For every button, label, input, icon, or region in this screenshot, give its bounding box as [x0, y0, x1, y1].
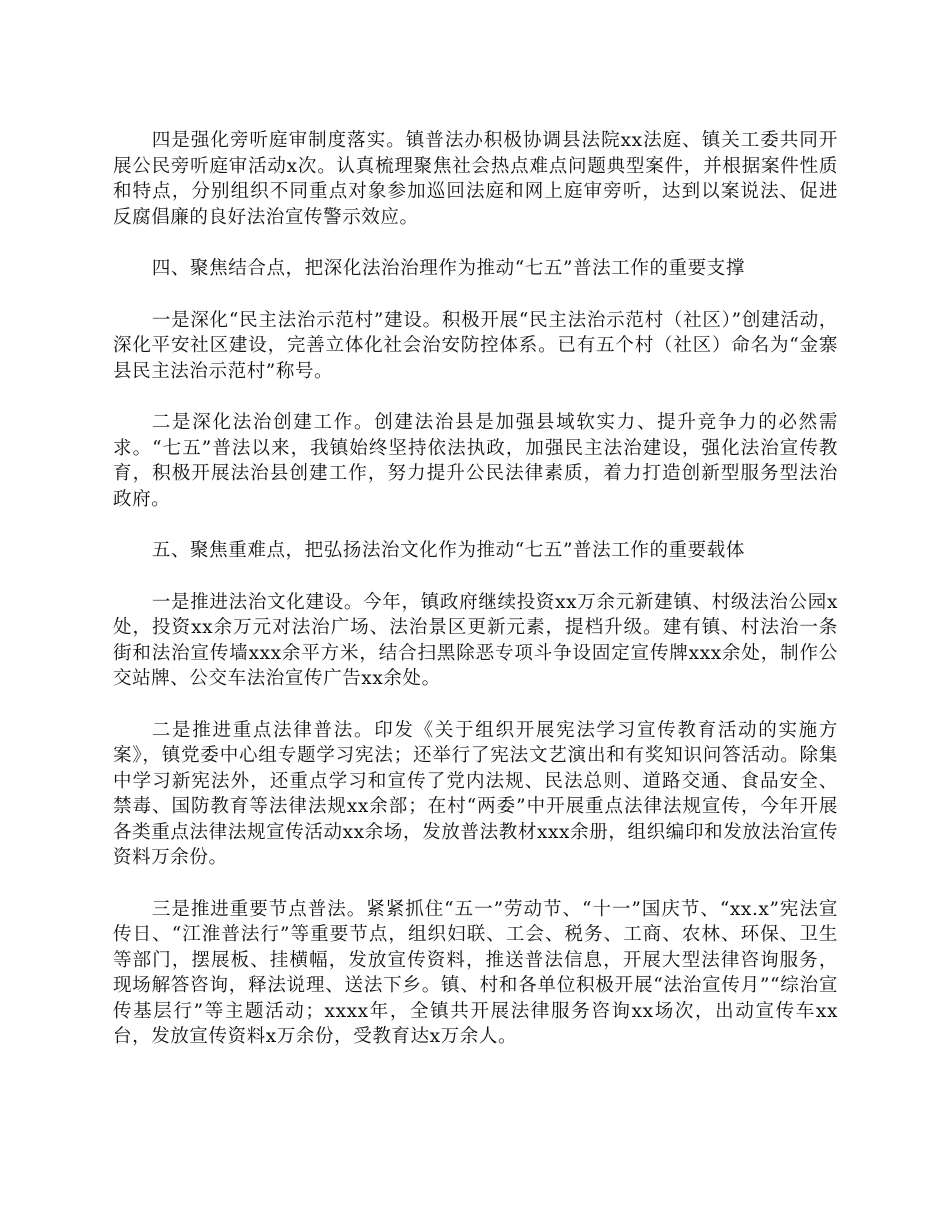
document-body	[113, 128, 838, 1076]
paragraph-bystander-trial: 四是强化旁听庭审制度落实。镇普法办积极协调县法院xx法庭、镇关工委共同开展公民旁听庭审活动x次。认真梳理聚焦社会热点难点问题典型案件，并根据案件性质和特点，分别组织不同重点对象参加巡回法庭和网上庭审旁听，达到以案说法、促进反腐倡廉的良好法治宣传警示效应。	[113, 130, 838, 228]
paragraph-key-dates-promotion: 三是推进重要节点普法。紧紧抓住“五一”劳动节、“十一”国庆节、“xx.x”宪法宣传日、“江淮普法行”等重要节点，组织妇联、工会、税务、工商、农林、环保、卫生等部门，摆展板、挂横幅，发放宣传资料，推送普法信息，开展大型法律咨询服务，现场解答咨询，释法说理、送法下乡。镇、村和各单位积极开展“法治宣传月”“综治宣传基层行”等主题活动；xxxx年，全镇共开展法律服务咨询xx场次，出动宣传车xx台，发放宣传资料x万余份，受教育达x万余人。	[113, 898, 838, 1047]
paragraph-rule-of-law-creation: 二是深化法治创建工作。创建法治县是加强县域软实力、提升竞争力的必然需求。“七五”普法以来，我镇始终坚持依法执政，加强民主法治建设，强化法治宣传教育，积极开展法治县创建工作，努力提升公民法律素质，着力打造创新型服务型法治政府。	[113, 412, 838, 510]
section-heading-five: 五、聚焦重难点，把弘扬法治文化作为推动“七五”普法工作的重要载体	[151, 540, 745, 561]
paragraph-democratic-village: 一是深化“民主法治示范村”建设。积极开展“民主法治示范村（社区）”创建活动，深化平安社区建设，完善立体化社会治安防控体系。已有五个村（社区）命名为“金寨县民主法治示范村”称号。	[113, 309, 838, 382]
paragraph-legal-culture: 一是推进法治文化建设。今年，镇政府继续投资xx万余元新建镇、村级法治公园x处，投资xx余万元对法治广场、法治景区更新元素，提档升级。建有镇、村法治一条街和法治宣传墙xxx余平方米，结合扫黑除恶专项斗争设固定宣传牌xxx余处，制作公交站牌、公交车法治宣传广告xx余处。	[113, 591, 838, 689]
section-heading-four: 四、聚焦结合点，把深化法治治理作为推动“七五”普法工作的重要支撑	[151, 258, 745, 279]
paragraph-key-law-promotion: 二是推进重点法律普法。印发《关于组织开展宪法学习宣传教育活动的实施方案》，镇党委中心组专题学习宪法；还举行了宪法文艺演出和有奖知识问答活动。除集中学习新宪法外，还重点学习和宣传了党内法规、民法总则、道路交通、食品安全、禁毒、国防教育等法律法规xx余部；在村“两委”中开展重点法律法规宣传，今年开展各类重点法律法规宣传活动xx余场，发放普法教材xxx余册，组织编印和发放法治宣传资料万余份。	[113, 719, 838, 868]
